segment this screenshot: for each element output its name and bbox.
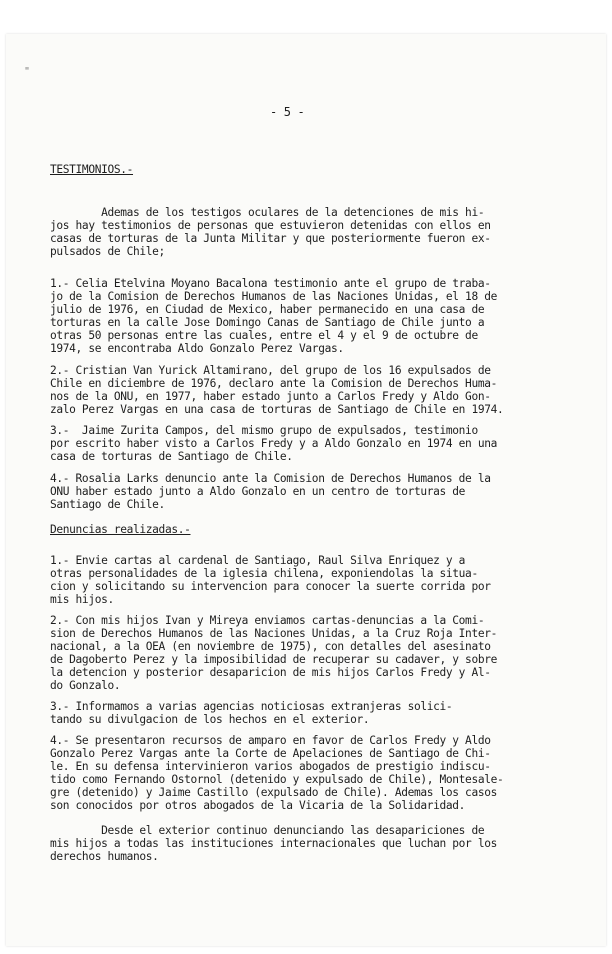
text-line: 3.- Informamos a varias agencias noticiosas extranjeras solici-: [50, 700, 453, 713]
text-line: Chile en diciembre de 1976, declaro ante la Comision de Derechos Huma-: [50, 377, 497, 390]
text-line: torturas en la calle Jose Domingo Canas de Santiago de Chile junto a: [50, 316, 485, 329]
text-line: la detencion y posterior desaparicion de mis hijos Carlos Fredy y Al-: [50, 666, 491, 679]
text-line: jos hay testimonios de personas que estuvieron detenidas con ellos en: [50, 219, 491, 232]
text-line: 2.- Con mis hijos Ivan y Mireya enviamos cartas-denuncias a la Comi-: [50, 614, 485, 627]
text-line: zalo Perez Vargas en una casa de torturas de Santiago de Chile en 1974.: [50, 403, 504, 416]
text-line: tido como Fernando Ostornol (detenido y expulsado de Chile), Montesale-: [50, 773, 504, 786]
text-line: sion de Derechos Humanos de las Naciones Unidas, a la Cruz Roja Inter-: [50, 627, 497, 640]
text-line: 1.- Celia Etelvina Moyano Bacalona testimonio ante el grupo de traba-: [50, 277, 491, 290]
text-line: 4.- Rosalia Larks denuncio ante la Comision de Derechos Humanos de la: [50, 472, 491, 485]
text-line: otras 50 personas entre las cuales, entre el 4 y el 9 de octubre de: [50, 329, 478, 342]
text-line: 1.- Envie cartas al cardenal de Santiago, Raul Silva Enriquez y a: [50, 554, 466, 567]
text-line: pulsados de Chile;: [50, 245, 165, 258]
text-line: gre (detenido) y Jaime Castillo (expulsado de Chile). Ademas los casos: [50, 786, 497, 799]
text-line: 3.- Jaime Zurita Campos, del mismo grupo de expulsados, testimonio: [50, 424, 478, 437]
text-line: otras personalidades de la iglesia chilena, exponiendolas la situa-: [50, 567, 478, 580]
text-line: casa de torturas de Santiago de Chile.: [50, 450, 293, 463]
text-line: ONU haber estado junto a Aldo Gonzalo en un centro de torturas de: [50, 485, 466, 498]
text-line: julio de 1976, en Ciudad de Mexico, haber permanecido en una casa de: [50, 303, 485, 316]
page-number: - 5 -: [270, 105, 305, 119]
text-line: Ademas de los testigos oculares de la detenciones de mis hi-: [50, 206, 485, 219]
document-page: [6, 34, 606, 946]
text-line: Desde el exterior continuo denunciando las desapariciones de: [50, 824, 485, 837]
text-line: tando su divulgacion de los hechos en el exterior.: [50, 713, 370, 726]
text-line: derechos humanos.: [50, 850, 159, 863]
text-line: cion y solicitando su intervencion para conocer la suerte corrida por: [50, 580, 491, 593]
text-line: casas de torturas de la Junta Militar y que posteriormente fueron ex-: [50, 232, 491, 245]
text-line: de Dagoberto Perez y la imposibilidad de recuperar su cadaver, y sobre: [50, 653, 497, 666]
margin-mark: ": [24, 66, 31, 77]
text-line: nacional, a la OEA (en noviembre de 1975), con detalles del asesinato: [50, 640, 491, 653]
text-line: 1974, se encontraba Aldo Gonzalo Perez Vargas.: [50, 342, 344, 355]
text-line: mis hijos a todas las instituciones internacionales que luchan por los: [50, 837, 497, 850]
testimonios-heading: TESTIMONIOS.-: [50, 163, 134, 176]
text-line: le. En su defensa intervinieron varios abogados de prestigio indiscu-: [50, 760, 491, 773]
text-line: Santiago de Chile.: [50, 498, 165, 511]
text-line: nos de la ONU, en 1977, haber estado junto a Carlos Fredy y Aldo Gon-: [50, 390, 491, 403]
denuncias-heading: Denuncias realizadas.-: [50, 523, 191, 536]
text-line: jo de la Comision de Derechos Humanos de las Naciones Unidas, el 18 de: [50, 290, 497, 303]
text-line: Gonzalo Perez Vargas ante la Corte de Apelaciones de Santiago de Chi-: [50, 747, 491, 760]
text-line: 2.- Cristian Van Yurick Altamirano, del grupo de los 16 expulsados de: [50, 364, 491, 377]
text-line: son conocidos por otros abogados de la Vicaria de la Solidaridad.: [50, 799, 466, 812]
text-line: por escrito haber visto a Carlos Fredy y a Aldo Gonzalo en 1974 en una: [50, 437, 497, 450]
text-line: do Gonzalo.: [50, 679, 121, 692]
text-line: 4.- Se presentaron recursos de amparo en favor de Carlos Fredy y Aldo: [50, 734, 491, 747]
text-line: mis hijos.: [50, 593, 114, 606]
